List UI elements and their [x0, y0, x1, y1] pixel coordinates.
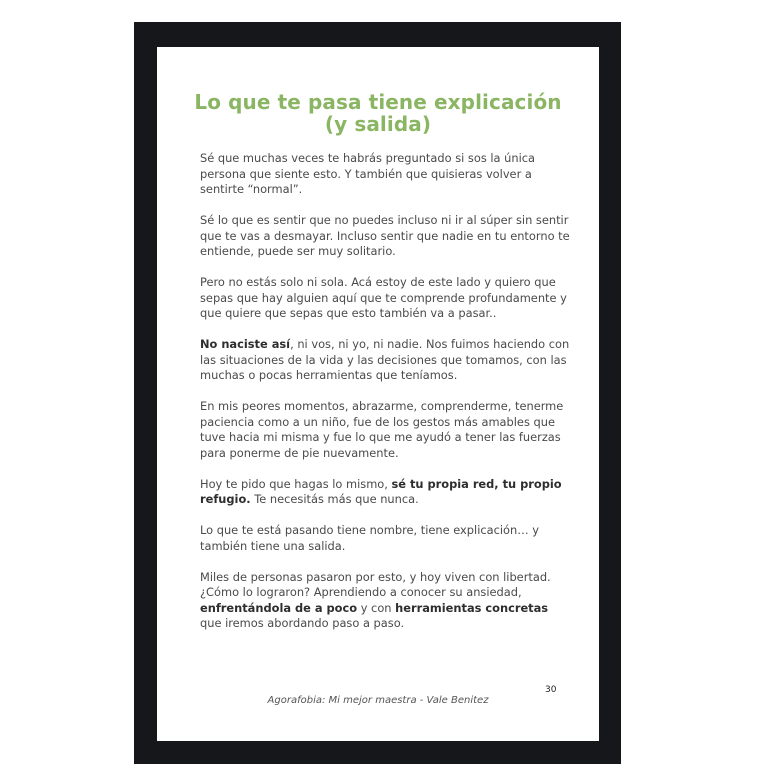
- bold-phrase: herramientas concretas: [395, 600, 549, 615]
- paragraph-2: Sé lo que es sentir que no puedes incluso ni ir al súper sin sentir que te vas a desmayar. Incluso sentir que nadie en tu entorno te entiende, puede ser muy solitario.: [200, 213, 570, 258]
- page-number: 30: [545, 685, 557, 695]
- paragraph-7: Lo que te está pasando tiene nombre, tiene explicación… y también tiene una salida.: [200, 523, 539, 553]
- paragraph-6: [200, 477, 572, 508]
- paragraph-5: En mis peores momentos, abrazarme, comprenderme, tenerme paciencia como a un niño, fue de los gestos más amables que tuve hacia mi misma y fue lo que me ayudó a tener las fuerzas para ponerme de pie nuevamente.: [200, 399, 564, 460]
- paragraph-4: [200, 337, 572, 384]
- paragraph-8: [200, 570, 572, 632]
- title-line-2: (y salida): [324, 112, 432, 136]
- page-title: [157, 91, 599, 135]
- bold-phrase: No naciste así: [200, 337, 291, 351]
- paragraph-1: Sé que muchas veces te habrás preguntado si sos la única persona que siente esto. Y también que quisieras volver a sentirte “normal”.: [200, 151, 535, 196]
- title-line-1: Lo que te pasa tiene explicación: [194, 90, 562, 114]
- text-span: Hoy te pido que hagas lo mismo,: [200, 476, 392, 491]
- page-body: [200, 151, 572, 647]
- bold-phrase: enfrentándola de a poco: [200, 600, 358, 615]
- bold-phrase: sé tu propia red, tu propio refugio.: [200, 476, 562, 506]
- text-span: que iremos abordando paso a paso.: [200, 616, 405, 630]
- text-span: , ni vos, ni yo, ni nadie. Nos fuimos haciendo con las situaciones de la vida y las decisiones que tomamos, con las muchas o pocas herramientas que teníamos.: [200, 337, 570, 382]
- book-page: [157, 47, 599, 741]
- text-span: Te necesitás más que nunca.: [250, 492, 419, 506]
- page-footer: Agorafobia: Mi mejor maestra - Vale Benitez: [267, 695, 489, 706]
- paragraph-3: Pero no estás solo ni sola. Acá estoy de este lado y quiero que sepas que hay alguien aquí que te comprende profundamente y que quiere que sepas que esto también va a pasar..: [200, 275, 567, 320]
- text-span: Miles de personas pasaron por esto, y hoy viven con libertad. ¿Cómo lo lograron? Aprendiendo a conocer su ansiedad,: [200, 569, 551, 599]
- text-span: y con: [357, 600, 396, 615]
